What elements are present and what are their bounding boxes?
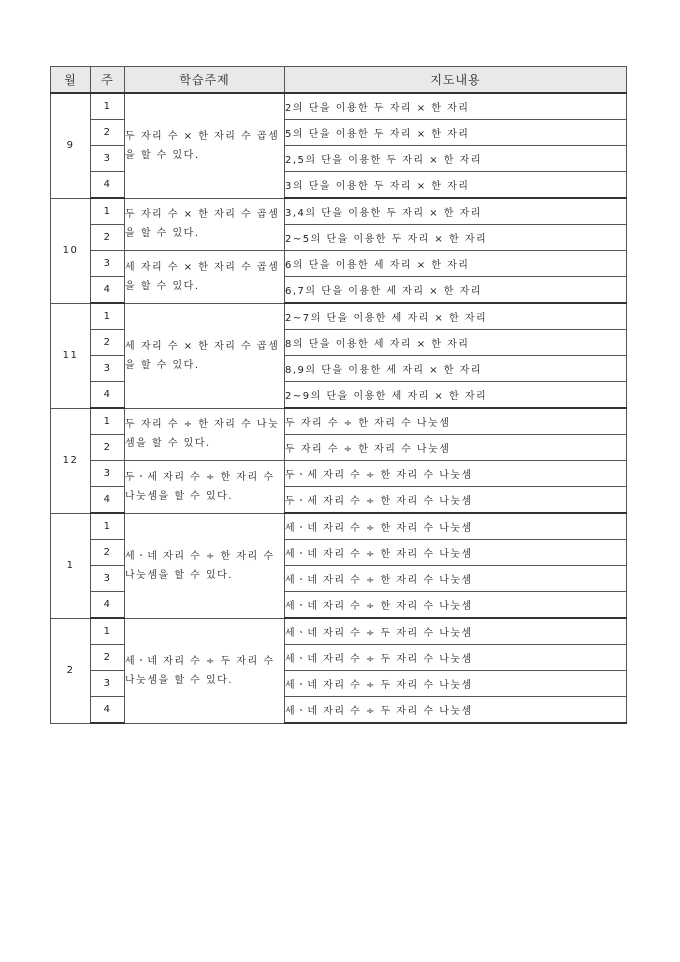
- table-row: [51, 461, 627, 487]
- content-cell: 세ㆍ네 자리 수 ÷ 한 자리 수 나눗셈: [285, 566, 627, 592]
- week-cell: 4: [91, 697, 125, 724]
- topic-cell: 세ㆍ네 자리 수 ÷ 한 자리 수 나눗셈을 할 수 있다.: [125, 513, 285, 618]
- content-cell: 세ㆍ네 자리 수 ÷ 한 자리 수 나눗셈: [285, 592, 627, 619]
- content-cell: 세ㆍ네 자리 수 ÷ 두 자리 수 나눗셈: [285, 697, 627, 724]
- week-cell: 2: [91, 225, 125, 251]
- content-cell: 5의 단을 이용한 두 자리 × 한 자리: [285, 120, 627, 146]
- content-cell: 2의 단을 이용한 두 자리 × 한 자리: [285, 93, 627, 120]
- table-row: [51, 618, 627, 645]
- month-cell: 10: [51, 198, 91, 303]
- week-cell: 4: [91, 277, 125, 304]
- week-cell: 3: [91, 671, 125, 697]
- header-content: 지도내용: [285, 67, 627, 94]
- week-cell: 2: [91, 330, 125, 356]
- table-row: [51, 198, 627, 225]
- content-cell: 세ㆍ네 자리 수 ÷ 한 자리 수 나눗셈: [285, 513, 627, 540]
- week-cell: 2: [91, 435, 125, 461]
- week-cell: 3: [91, 356, 125, 382]
- topic-cell: 세ㆍ네 자리 수 ÷ 두 자리 수 나눗셈을 할 수 있다.: [125, 618, 285, 723]
- header-row: [51, 67, 627, 94]
- header-week: 주: [91, 67, 125, 94]
- content-cell: 두 자리 수 ÷ 한 자리 수 나눗셈: [285, 408, 627, 435]
- topic-cell: 두 자리 수 × 한 자리 수 곱셈을 할 수 있다.: [125, 93, 285, 198]
- week-cell: 1: [91, 618, 125, 645]
- content-cell: 2~5의 단을 이용한 두 자리 × 한 자리: [285, 225, 627, 251]
- table-row: [51, 251, 627, 277]
- header-month: 월: [51, 67, 91, 94]
- content-cell: 세ㆍ네 자리 수 ÷ 한 자리 수 나눗셈: [285, 540, 627, 566]
- month-cell: 12: [51, 408, 91, 513]
- table-row: [51, 93, 627, 120]
- week-cell: 2: [91, 645, 125, 671]
- table-body: [51, 93, 627, 723]
- month-cell: 9: [51, 93, 91, 198]
- week-cell: 3: [91, 461, 125, 487]
- content-cell: 두 자리 수 ÷ 한 자리 수 나눗셈: [285, 435, 627, 461]
- content-cell: 두ㆍ세 자리 수 ÷ 한 자리 수 나눗셈: [285, 461, 627, 487]
- topic-cell: 두 자리 수 × 한 자리 수 곱셈을 할 수 있다.: [125, 198, 285, 251]
- week-cell: 1: [91, 93, 125, 120]
- header-topic: 학습주제: [125, 67, 285, 94]
- topic-cell: 두 자리 수 ÷ 한 자리 수 나눗셈을 할 수 있다.: [125, 408, 285, 461]
- week-cell: 1: [91, 513, 125, 540]
- content-cell: 8의 단을 이용한 세 자리 × 한 자리: [285, 330, 627, 356]
- month-cell: 2: [51, 618, 91, 723]
- content-cell: 3,4의 단을 이용한 두 자리 × 한 자리: [285, 198, 627, 225]
- week-cell: 4: [91, 382, 125, 409]
- topic-cell: 세 자리 수 × 한 자리 수 곱셈을 할 수 있다.: [125, 251, 285, 304]
- week-cell: 3: [91, 146, 125, 172]
- week-cell: 4: [91, 487, 125, 514]
- topic-cell: 세 자리 수 × 한 자리 수 곱셈을 할 수 있다.: [125, 303, 285, 408]
- topic-cell: 두ㆍ세 자리 수 ÷ 한 자리 수 나눗셈을 할 수 있다.: [125, 461, 285, 514]
- week-cell: 2: [91, 540, 125, 566]
- week-cell: 2: [91, 120, 125, 146]
- content-cell: 2~7의 단을 이용한 세 자리 × 한 자리: [285, 303, 627, 330]
- content-cell: 6의 단을 이용한 세 자리 × 한 자리: [285, 251, 627, 277]
- month-cell: 11: [51, 303, 91, 408]
- content-cell: 두ㆍ세 자리 수 ÷ 한 자리 수 나눗셈: [285, 487, 627, 514]
- table-row: [51, 513, 627, 540]
- curriculum-table: [50, 66, 627, 724]
- content-cell: 6,7의 단을 이용한 세 자리 × 한 자리: [285, 277, 627, 304]
- table-row: [51, 303, 627, 330]
- week-cell: 3: [91, 566, 125, 592]
- content-cell: 세ㆍ네 자리 수 ÷ 두 자리 수 나눗셈: [285, 618, 627, 645]
- month-cell: 1: [51, 513, 91, 618]
- week-cell: 4: [91, 172, 125, 199]
- content-cell: 2,5의 단을 이용한 두 자리 × 한 자리: [285, 146, 627, 172]
- week-cell: 1: [91, 198, 125, 225]
- week-cell: 4: [91, 592, 125, 619]
- week-cell: 3: [91, 251, 125, 277]
- content-cell: 세ㆍ네 자리 수 ÷ 두 자리 수 나눗셈: [285, 645, 627, 671]
- content-cell: 3의 단을 이용한 두 자리 × 한 자리: [285, 172, 627, 199]
- table-row: [51, 408, 627, 435]
- week-cell: 1: [91, 303, 125, 330]
- week-cell: 1: [91, 408, 125, 435]
- content-cell: 8,9의 단을 이용한 세 자리 × 한 자리: [285, 356, 627, 382]
- content-cell: 세ㆍ네 자리 수 ÷ 두 자리 수 나눗셈: [285, 671, 627, 697]
- content-cell: 2~9의 단을 이용한 세 자리 × 한 자리: [285, 382, 627, 409]
